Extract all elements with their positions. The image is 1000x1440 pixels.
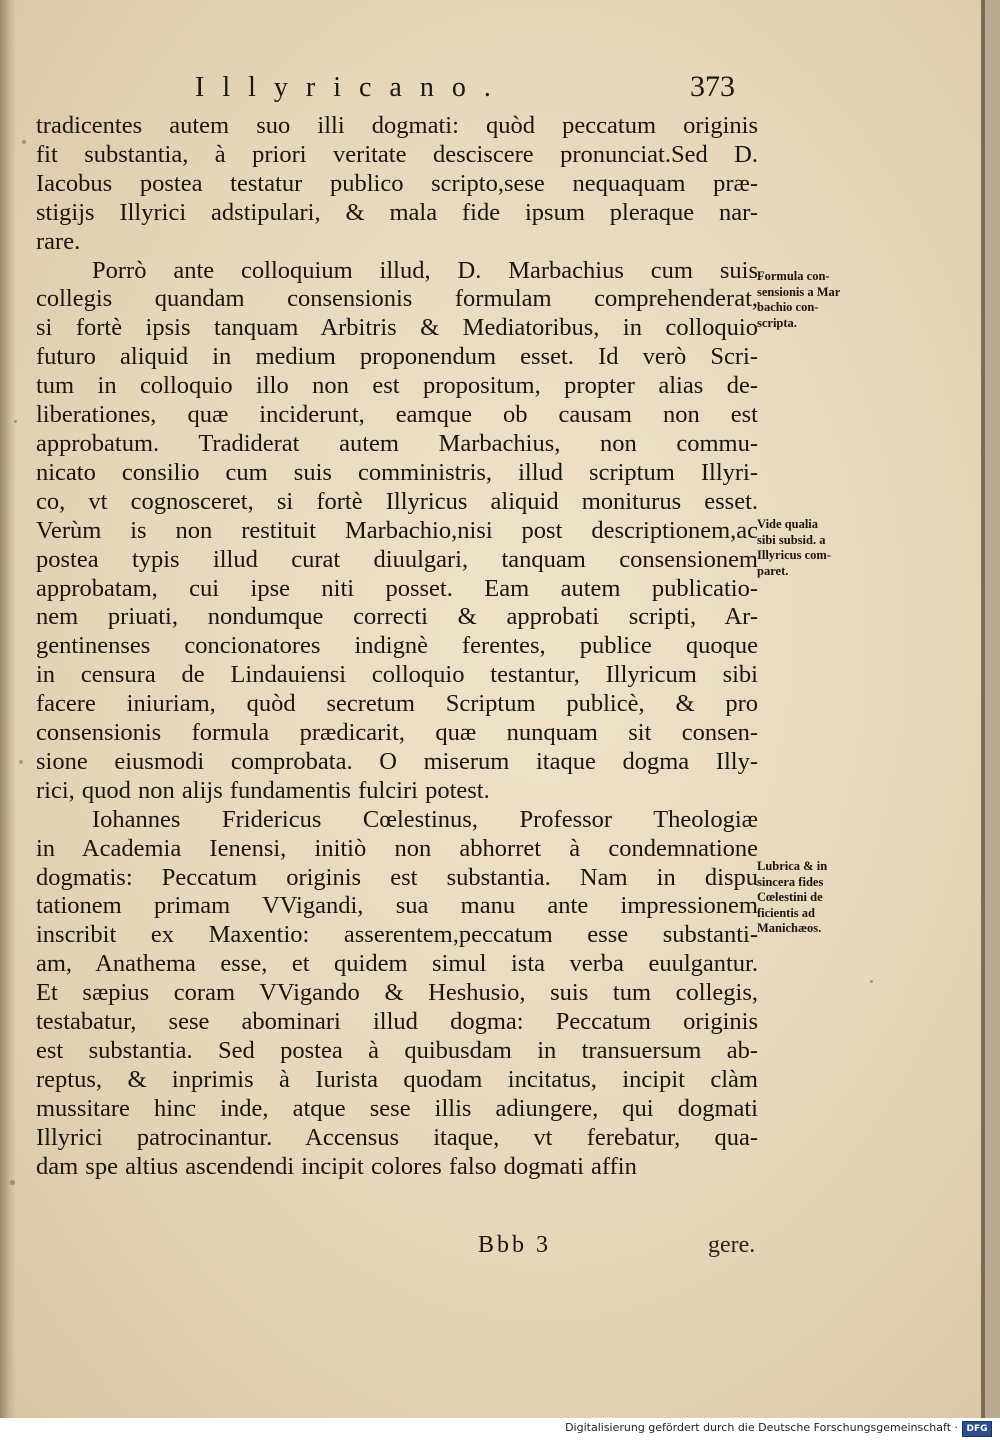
text-line: tationem primam VVigandi, sua manu ante impressionem <box>36 892 758 920</box>
text-line: mussitare hinc inde, atque sese illis adiungere, qui dogmati <box>36 1094 758 1122</box>
text-line: in Academia Ienensi, initiò non abhorret à condemnatione <box>36 834 758 862</box>
running-title: Illyricano. <box>195 72 509 103</box>
text-line: approbatam, cui ipse niti posset. Eam autem publicatio- <box>36 574 758 602</box>
margin-note-line: sibi subsid. a <box>757 532 826 547</box>
margin-note-vide-qualia <box>757 517 877 579</box>
funding-credit: Digitalisierung gefördert durch die Deutsche Forschungsgemeinschaft · <box>565 1421 958 1434</box>
text-line: est substantia. Sed postea à quibusdam in transuersum ab- <box>36 1037 758 1064</box>
text-line: dam spe altius ascendendi incipit colores falso dogmati affin <box>36 1152 637 1180</box>
text-line: si fortè ipsis tanquam Arbitris & Mediatoribus, in colloquio <box>36 314 758 342</box>
text-line: inscribit ex Maxentio: asserentem,peccatum esse substanti- <box>36 921 758 949</box>
margin-note-line: Lubrica & in <box>757 859 828 873</box>
text-line: tradicentes autem suo illi dogmati: quòd peccatum originis <box>36 112 758 139</box>
text-line: testabatur, sese abominari illud dogma: Peccatum originis <box>36 1008 758 1036</box>
text-line: Iohannes Fridericus Cœlestinus, Professor Theologiæ <box>92 805 758 833</box>
signature-mark: Bbb 3 <box>478 1232 552 1258</box>
text-line: nicato consilio cum suis comministris, illud scriptum Illyri- <box>36 458 758 486</box>
text-line: am, Anathema esse, et quidem simul ista verba euulgantur. <box>36 950 758 978</box>
text-line: liberationes, quæ inciderunt, eamque ob causam non est <box>36 401 758 429</box>
catchword: gere. <box>708 1232 756 1258</box>
margin-note-line: Illyricus com- <box>757 548 831 562</box>
main-text-block <box>36 112 758 1182</box>
text-line: approbatum. Tradiderat autem Marbachius, non commu- <box>36 429 758 457</box>
text-line: nem priuati, nondumque correcti & approbati scripti, Ar- <box>36 603 758 631</box>
margin-note-line: paret. <box>757 563 789 578</box>
text-line: Et sæpius coram VVigando & Heshusio, suis tum collegis, <box>36 979 758 1007</box>
margin-note-line: sincera fides <box>757 874 824 889</box>
text-line: futuro aliquid in medium proponendum esset. Id verò Scri- <box>36 343 758 371</box>
text-line: Verùm is non restituit Marbachio,nisi post descriptionem,ac <box>36 516 758 544</box>
margin-note-line: sensionis a Mar <box>757 284 841 299</box>
text-line: reptus, & inprimis à Iurista quodam incitatus, incipit clàm <box>36 1065 758 1093</box>
text-line: Illyrici patrocinantur. Accensus itaque, vt ferebatur, qua- <box>36 1123 758 1151</box>
dfg-logo-icon: DFG <box>962 1421 992 1437</box>
margin-note-line: Cœlestini de <box>757 890 823 904</box>
text-line: postea typis illud curat diuulgari, tanquam consensionem <box>36 545 758 573</box>
text-line: facere iniuriam, quòd secretum Scriptum publicè, & pro <box>36 690 758 718</box>
margin-note-line: scripta. <box>757 315 797 330</box>
text-line: rare. <box>36 227 81 255</box>
margin-note-formula <box>757 269 877 331</box>
page-number: 373 <box>690 70 735 103</box>
margin-note-lubrica <box>757 859 877 937</box>
text-line: dogmatis: Peccatum originis est substantia. Nam in dispu <box>36 863 758 891</box>
text-line: sione eiusmodi comprobata. O miserum itaque dogma Illy- <box>36 747 758 775</box>
text-line: tum in colloquio illo non est propositum, propter alias de- <box>36 372 758 400</box>
text-line: stigijs Illyrici adstipulari, & mala fide ipsum pleraque nar- <box>36 198 758 226</box>
margin-note-line: ficientis ad <box>757 905 815 920</box>
margin-note-line: Formula con- <box>757 269 830 283</box>
text-line: consensionis formula prædicarit, quæ nunquam sit consen- <box>36 719 758 747</box>
margin-note-line: Vide qualia <box>757 517 819 531</box>
text-line: rici, quod non alijs fundamentis fulciri potest. <box>36 776 490 804</box>
text-line: co, vt cognosceret, si fortè Illyricus aliquid moniturus esset. <box>36 487 758 515</box>
text-line: Iacobus postea testatur publico scripto,sese nequaquam præ- <box>36 169 758 197</box>
margin-note-line: bachio con- <box>757 300 819 314</box>
text-line: fit substantia, à priori veritate desciscere pronunciat.Sed D. <box>36 140 758 168</box>
footer-bar <box>0 1418 1000 1440</box>
text-line: Porrò ante colloquium illud, D. Marbachius cum suis <box>92 256 758 284</box>
text-line: in censura de Lindauiensi colloquio testantur, Illyricum sibi <box>36 661 758 689</box>
margin-note-line: Manichæos. <box>757 921 822 935</box>
text-line: gentinenses concionatores indignè ferentes, publice quoque <box>36 632 758 660</box>
text-line: collegis quandam consensionis formulam comprehenderat, <box>36 285 758 313</box>
